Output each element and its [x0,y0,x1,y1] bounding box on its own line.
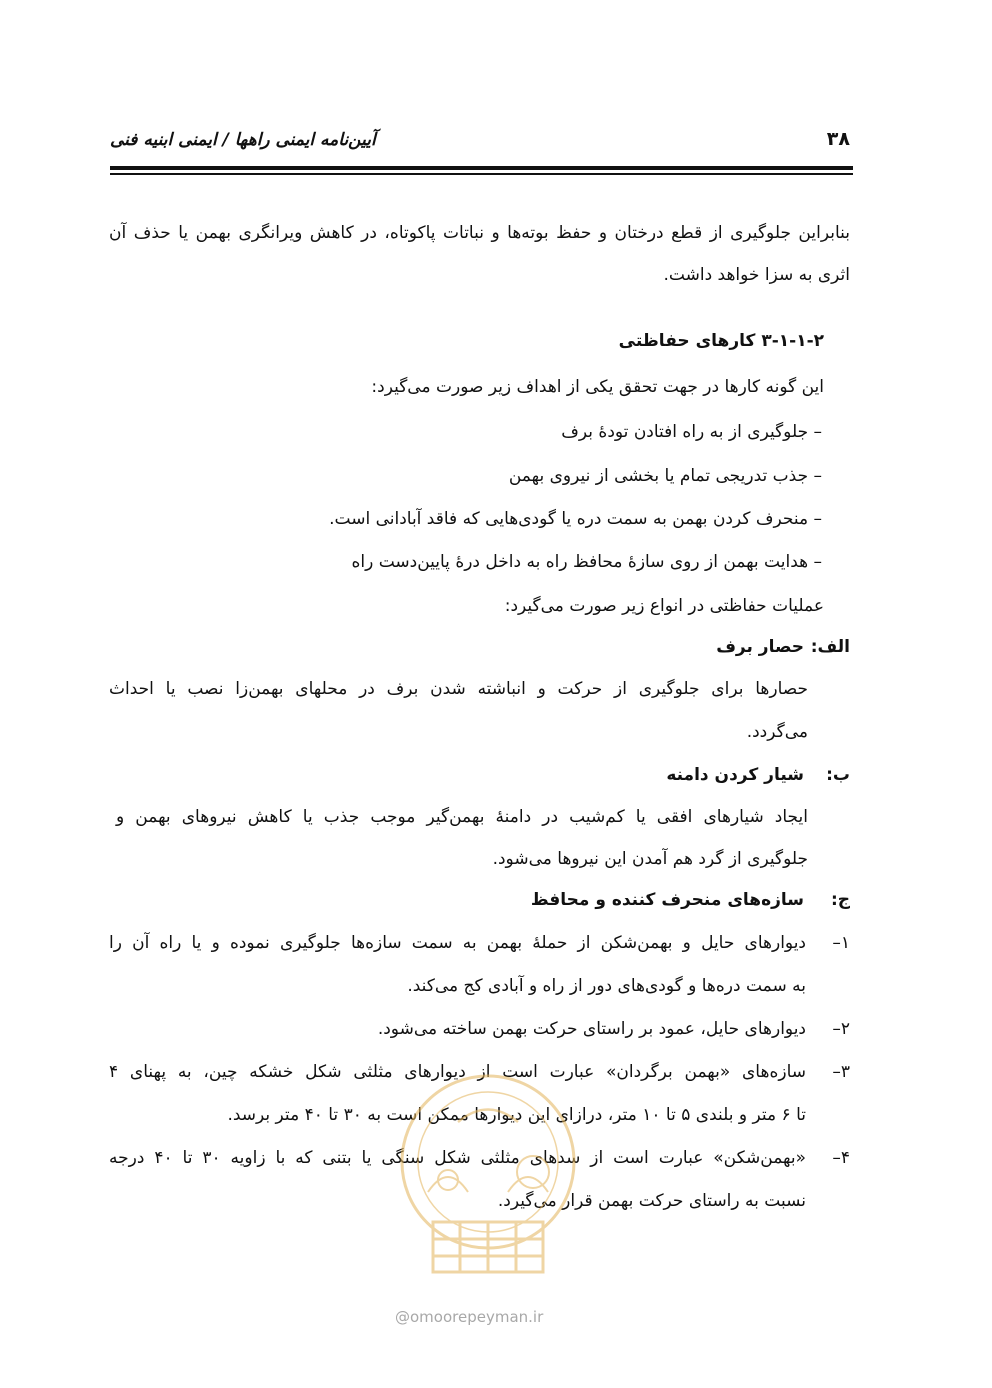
intro-line-1: بنابراین جلوگیری از قطع درختان و حفظ بوته‌ها و نباتات پاکوتاه، در کاهش ویرانگری بهمن یا حذف آن [109,223,850,243]
section-heading: ۳-۱-۱-۲ کارهای حفاظتی [618,331,824,351]
goal-item: – هدایت بهمن از روی سازهٔ محافظ راه به داخل درهٔ پایین‌دست راه [351,552,822,572]
list-item-1-line-2: به سمت دره‌ها و گودی‌های دور از راه و آبادی کج می‌کند. [407,976,806,996]
goal-item: – جذب تدریجی تمام یا بخشی از نیروی بهمن [508,466,822,486]
list-number: ۴– [832,1148,850,1168]
intro-line-2: اثری به سزا خواهد داشت. [663,265,850,285]
operations-intro: عملیات حفاظتی در انواع زیر صورت می‌گیرد: [504,596,824,616]
subsection-title-jim: سازه‌های منحرف کننده و محافظ [530,890,804,910]
list-item-4-line-2: نسبت به راستای حرکت بهمن قرار می‌گیرد. [497,1191,806,1211]
list-number: ۳– [832,1062,850,1082]
alef-line-1: حصارها برای جلوگیری از حرکت و انباشته شدن برف در محلهای بهمن‌زا نصب یا احداث [109,679,808,699]
header-rule-thick [110,166,853,170]
subsection-label-jim: ج: [830,890,850,910]
alef-line-2: می‌گردد. [746,722,808,742]
subsection-title-be: شیار کردن دامنه [666,765,804,785]
list-number: ۲– [832,1019,850,1039]
page-number: ۳۸ [826,128,850,150]
be-line-2: جلوگیری از گرد هم آمدن این نیروها می‌شود. [492,849,808,869]
watermark-seal-icon [388,1072,588,1312]
list-number: ۱– [832,933,850,953]
section-intro: این گونه کارها در جهت تحقق یکی از اهداف زیر صورت می‌گیرد: [371,377,824,397]
subsection-title-alef: حصار برف [716,637,804,657]
be-line-1: ایجاد شیارهای افقی یا کم‌شیب در دامنهٔ بهمن‌گیر موجب جذب یا کاهش نیروهای بهمن و [116,807,808,827]
header-rule-thin [110,173,853,175]
subsection-label-alef: الف: [810,637,850,657]
list-item-4-line-1: «بهمن‌شکن» عبارت است از سدهای مثلثی شکل سنگی یا بتنی که با زاویه ۳۰ تا ۴۰ درجه [109,1148,806,1168]
list-item-1-line-1: دیوارهای حایل و بهمن‌شکن از حملهٔ بهمن به سمت سازه‌ها جلوگیری نموده و یا راه آن را [109,933,806,953]
goal-item: – جلوگیری از به راه افتادن تودهٔ برف [561,422,822,442]
watermark-text: @omoorepeyman.ir [395,1308,544,1326]
subsection-label-be: ب: [826,765,850,785]
list-item-2-line-1: دیوارهای حایل، عمود بر راستای حرکت بهمن ساخته می‌شود. [377,1019,806,1039]
goal-item: – منحرف کردن بهمن به سمت دره یا گودی‌هایی که فاقد آبادانی است. [329,509,822,529]
list-item-3-line-1: سازه‌های «بهمن برگردان» عبارت است از دیوارهای مثلثی شکل خشکه چین، به پهنای ۴ [109,1062,806,1082]
list-item-3-line-2: تا ۶ متر و بلندی ۵ تا ۱۰ متر، درازای این دیوارها ممکن است به ۳۰ تا ۴۰ متر برسد. [227,1105,806,1125]
running-header-title: آیین‌نامه ایمنی راهها / ایمنی ابنیه فنی [110,130,376,150]
